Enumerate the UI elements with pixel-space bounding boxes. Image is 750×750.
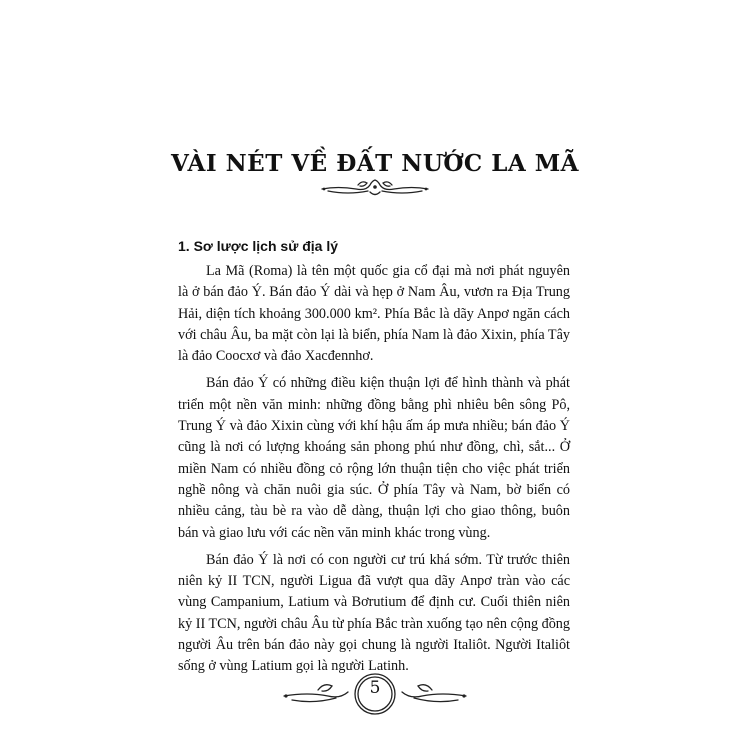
paragraph: Bán đảo Ý có những điều kiện thuận lợi để hình thành và phát triển một nền văn minh: những đồng bằng phì nhiêu bên sông Pô, Trung Ý và đảo Xixin cùng với khí hậu ấm áp mưa nhiều; bán đảo Ý cũng là nơi có lượng khoáng sản phong phú như đồng, chì, sắt... Ở miền Nam có nhiều đồng cỏ rộng lớn thuận tiện cho việc phát triển nghề nông và chăn nuôi gia súc. Ở phía Tây và Nam, bờ biển có nhiều cảng, tàu bè ra vào dễ dàng, thuận lợi cho giao thông, buôn bán và giao lưu với các nền văn minh khác trong vùng. [178,375,570,541]
page-title: VÀI NÉT VỀ ĐẤT NƯỚC LA MÃ [170,150,580,177]
paragraph: La Mã (Roma) là tên một quốc gia cổ đại mà nơi phát nguyên là ở bán đảo Ý. Bán đảo Ý dài và hẹp ở Nam Âu, vươn ra Địa Trung Hải, diện tích khoảng 300.000 km². Phía Bắc là dãy Anpơ ngăn cách với châu Âu, ba mặt còn lại là biển, phía Nam là đảo Xixin, phía Tây là đảo Coocxơ và đảo Xacđennhơ. [178,263,570,365]
page-number: 5 [369,678,381,698]
paragraph: Bán đảo Ý là nơi có con người cư trú khá sớm. Từ trước thiên niên kỷ II TCN, người Ligua đã vượt qua dãy Anpơ tràn vào các vùng Campanium, Latium và Bơrutium để định cư. Cuối thiên niên kỷ II TCN, người châu Âu từ phía Bắc tràn xuống tạo nên cộng đồng người Âu trên bán đảo này gọi chung là người Italiôt. Người Italiôt sống ở vùng Latium gọi là người Latinh. [178,551,570,675]
title-ornament-icon [318,176,432,198]
body-text [178,261,570,684]
section-heading: 1. Sơ lược lịch sử địa lý [178,238,339,254]
